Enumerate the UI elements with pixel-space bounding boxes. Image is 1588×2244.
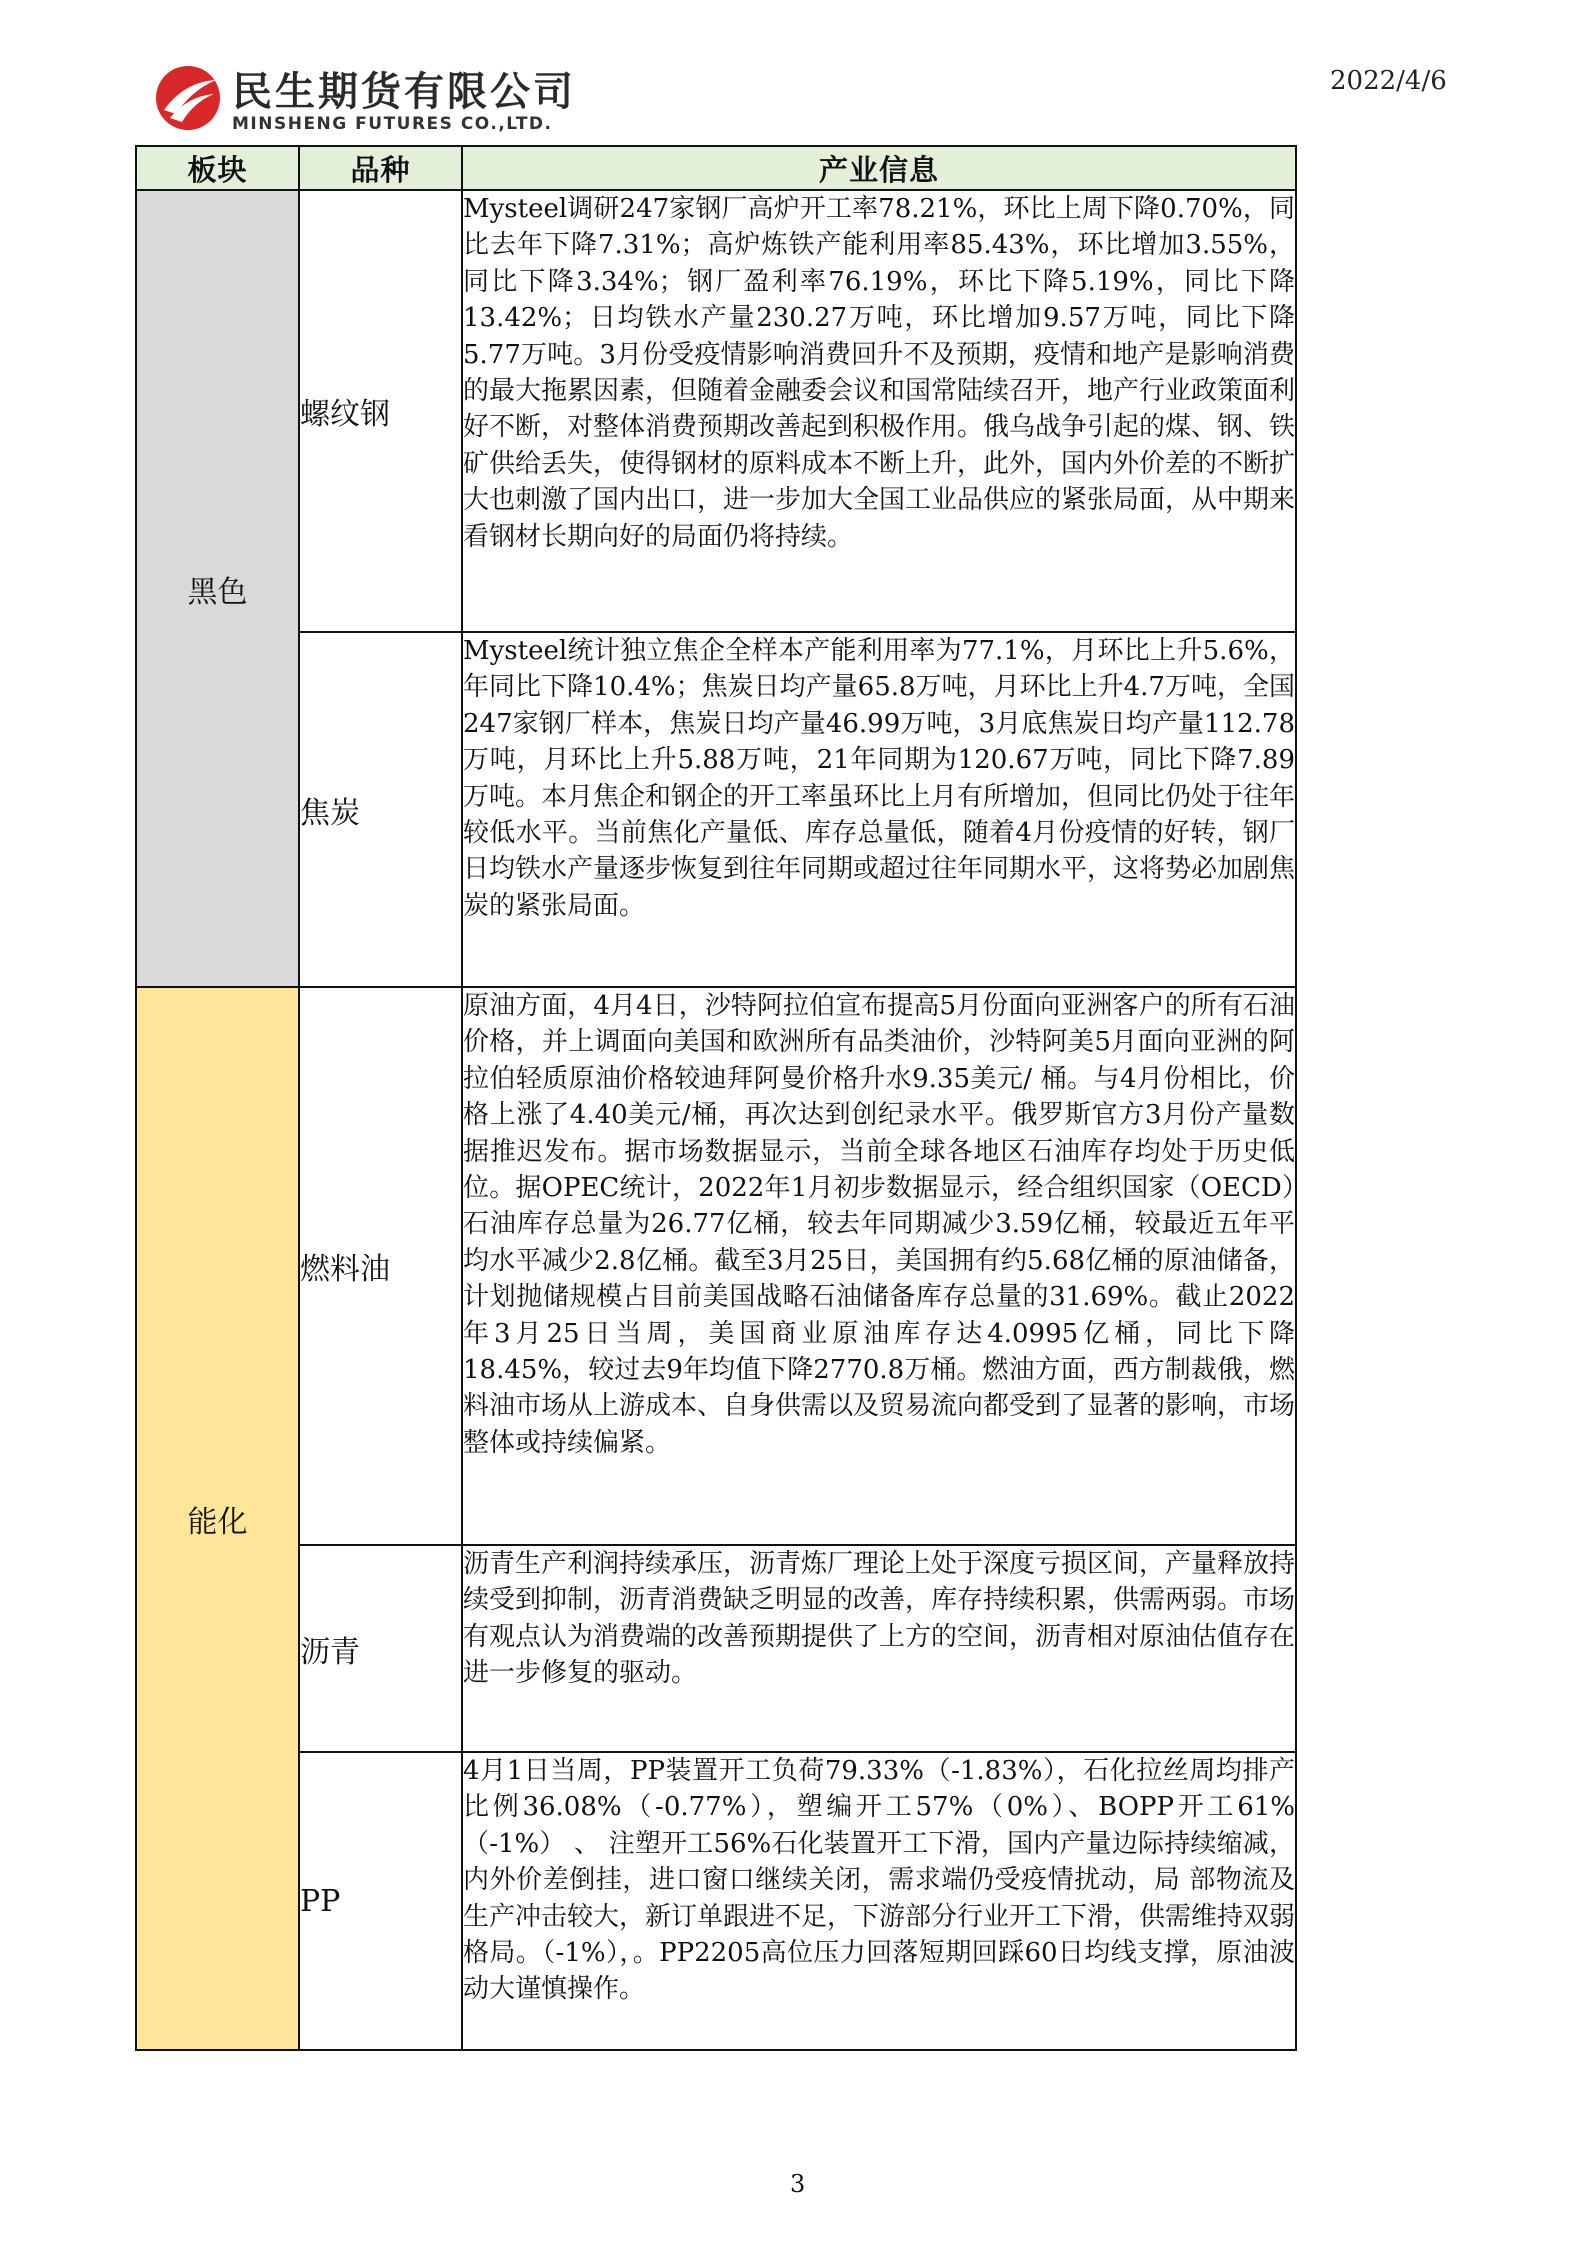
variety-asphalt: 沥青 — [299, 1545, 462, 1752]
variety-pp: PP — [299, 1752, 462, 2050]
variety-fuel-oil: 燃料油 — [299, 987, 462, 1545]
company-name-cn: 民生期货有限公司 — [232, 69, 576, 115]
info-asphalt: 沥青生产利润持续承压，沥青炼厂理论上处于深度亏损区间，产量释放持续受到抑制，沥青消费缺乏明显的改善，库存持续积累，供需两弱。市场有观点认为消费端的改善预期提供了上方的空间，沥青相对原油估值存在进一步修复的驱动。 — [462, 1545, 1296, 1752]
table-row — [136, 190, 1296, 632]
company-logo-icon — [154, 64, 222, 132]
header-sector: 板块 — [136, 146, 299, 190]
variety-coke: 焦炭 — [299, 632, 462, 987]
report-date: 2022/4/6 — [1330, 66, 1447, 96]
sector-energy-chemical: 能化 — [136, 987, 299, 2050]
sector-black: 黑色 — [136, 190, 299, 987]
company-logo — [154, 60, 594, 142]
info-fuel-oil: 原油方面，4月4日，沙特阿拉伯宣布提高5月份面向亚洲客户的所有石油价格，并上调面向美国和欧洲所有品类油价，沙特阿美5月面向亚洲的阿拉伯轻质原油价格较迪拜阿曼价格升水9.35美元/ 桶。与4月份相比，价格上涨了4.40美元/桶，再次达到创纪录水平。俄罗斯官方3月份产量数据推迟发布。据市场数据显示，当前全球各地区石油库存均处于历史低位。据OPEC统计，2022年1月初步数据显示，经合组织国家（OECD）石油库存总量为26.77亿桶，较去年同期减少3.59亿桶，较最近五年平均水平减少2.8亿桶。截至3月25日，美国拥有约5.68亿桶的原油储备，计划抛储规模占目前美国战略石油储备库存总量的31.69%。截止2022年3月25日当周，美国商业原油库存达4.0995亿桶，同比下降18.45%，较过去9年均值下降2770.8万桶。燃油方面，西方制裁俄，燃料油市场从上游成本、自身供需以及贸易流向都受到了显著的影响，市场整体或持续偏紧。 — [462, 987, 1296, 1545]
info-pp: 4月1日当周，PP装置开工负荷79.33%（-1.83%），石化拉丝周均排产比例36.08%（-0.77%），塑编开工57%（0%）、BOPP开工61% （-1%） 、 注塑开工56%石化装置开工下滑，国内产量边际持续缩减，内外价差倒挂，进口窗口继续关闭，需求端仍受疫情扰动，局 部物流及生产冲击较大，新订单跟进不足，下游部分行业开工下滑，供需维持双弱格局。（-1%），。PP2205高位压力回落短期回踩60日均线支撑，原油波动大谨慎操作。 — [462, 1752, 1296, 2050]
header-industry-info: 产业信息 — [462, 146, 1296, 190]
table-row — [136, 987, 1296, 1545]
table-header-row — [136, 146, 1296, 190]
table-row — [136, 632, 1296, 987]
header-variety: 品种 — [299, 146, 462, 190]
info-rebar: Mysteel调研247家钢厂高炉开工率78.21%，环比上周下降0.70%，同比去年下降7.31%；高炉炼铁产能利用率85.43%，环比增加3.55%，同比下降3.34%；钢厂盈利率76.19%，环比下降5.19%，同比下降13.42%；日均铁水产量230.27万吨，环比增加9.57万吨，同比下降5.77万吨。3月份受疫情影响消费回升不及预期，疫情和地产是影响消费的最大拖累因素，但随着金融委会议和国常陆续召开，地产行业政策面利好不断，对整体消费预期改善起到积极作用。俄乌战争引起的煤、钢、铁矿供给丢失，使得钢材的原料成本不断上升，此外，国内外价差的不断扩大也刺激了国内出口，进一步加大全国工业品供应的紧张局面，从中期来看钢材长期向好的局面仍将持续。 — [462, 190, 1296, 632]
table-row — [136, 1752, 1296, 2050]
table-row — [136, 1545, 1296, 1752]
industry-info-table — [135, 145, 1297, 2051]
info-coke: Mysteel统计独立焦企全样本产能利用率为77.1%，月环比上升5.6%，年同比下降10.4%；焦炭日均产量65.8万吨，月环比上升4.7万吨，全国247家钢厂样本，焦炭日均产量46.99万吨，3月底焦炭日均产量112.78万吨，月环比上升5.88万吨，21年同期为120.67万吨，同比下降7.89万吨。本月焦企和钢企的开工率虽环比上月有所增加，但同比仍处于往年较低水平。当前焦化产量低、库存总量低，随着4月份疫情的好转，钢厂日均铁水产量逐步恢复到往年同期或超过往年同期水平，这将势必加剧焦炭的紧张局面。 — [462, 632, 1296, 987]
company-name-en: MINSHENG FUTURES CO.,LTD. — [232, 114, 553, 134]
variety-rebar: 螺纹钢 — [299, 190, 462, 632]
page-number: 3 — [790, 2170, 806, 2198]
